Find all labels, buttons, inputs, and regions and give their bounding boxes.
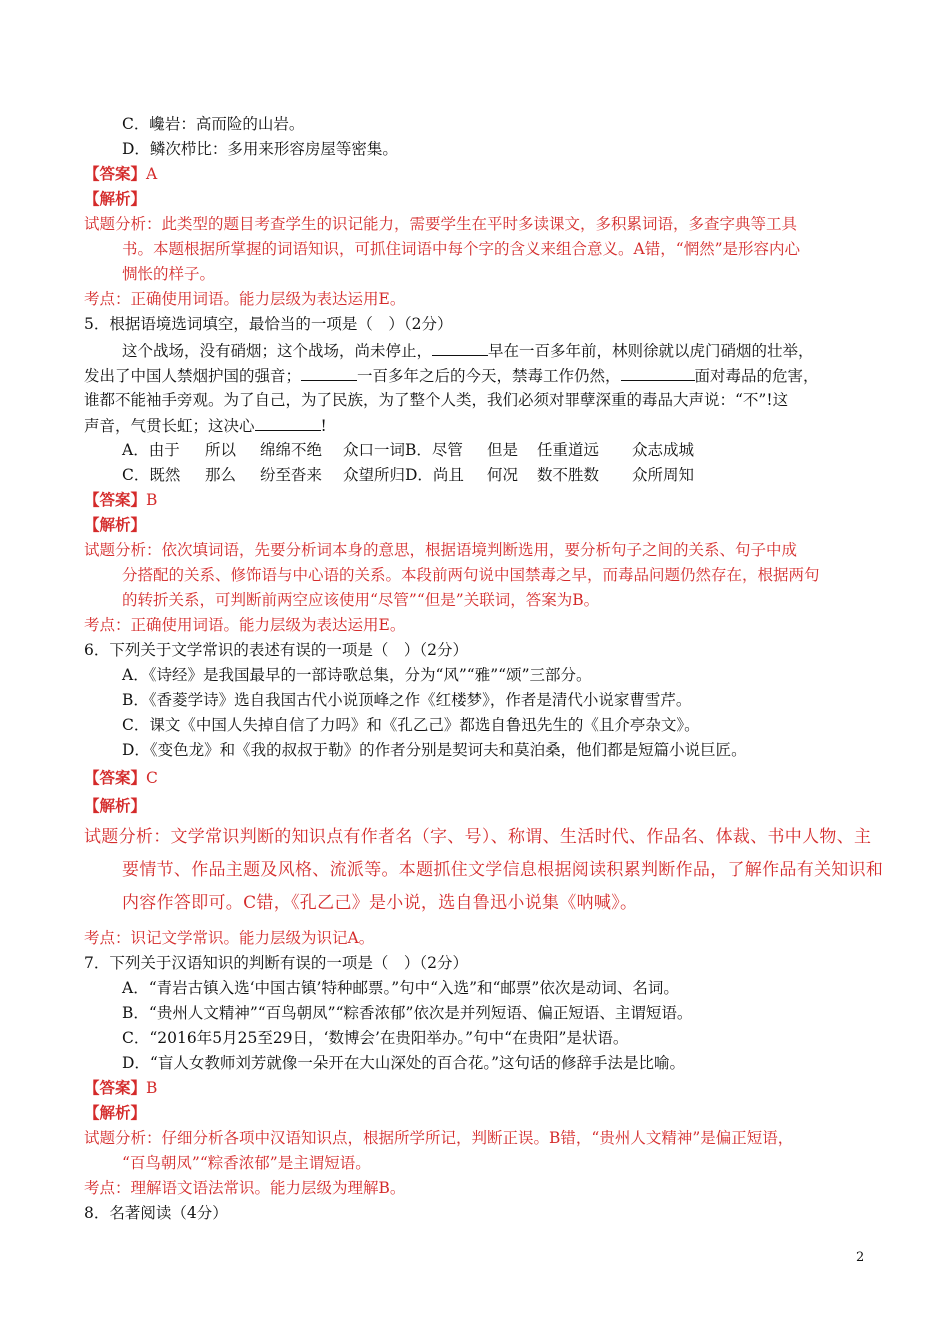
q7-answer [84, 1077, 157, 1099]
q8-stem: 8．名著阅读（4分） [84, 1204, 228, 1222]
passage-text: 发出了中国人禁烟护国的强音； [84, 367, 302, 385]
answer-value: B [146, 491, 158, 509]
q4-option-c: C．巉岩：高而险的山岩。 [122, 115, 305, 133]
q5-kaodian: 考点：正确使用词语。能力层级为表达运用E。 [84, 616, 406, 634]
q4-analysis-label: 【解析】 [84, 189, 147, 208]
blank-3 [621, 364, 695, 381]
option-d-word-4: 众所周知 [632, 466, 695, 484]
q7-kaodian: 考点：理解语文语法常识。能力层级为理解B。 [84, 1179, 406, 1197]
page-number: 2 [856, 1250, 865, 1265]
q4-analysis-line-2: 书。本题根据所掌握的词语知识，可抓住词语中每个字的含义来组合意义。A错，“惘然”是形容内心 [122, 240, 801, 258]
passage-text: 这个战场，没有硝烟；这个战场，尚未停止， [122, 342, 433, 360]
q6-stem: 6．下列关于文学常识的表述有误的一项是（ ）（2分） [84, 641, 468, 659]
passage-text: 早在一百多年前，林则徐就以虎门硝烟的壮举， [488, 342, 814, 360]
answer-label: 【答案】 [84, 768, 147, 787]
option-c-word-3: 纷至沓来 [260, 466, 323, 484]
option-a-word-3: 绵绵不绝 [260, 441, 323, 459]
q5-answer [84, 489, 157, 511]
answer-value: A [146, 165, 158, 183]
q5-options-ab [122, 439, 694, 461]
passage-text: 声音，气贯长虹；这决心 [84, 417, 255, 435]
q7-analysis-label: 【解析】 [84, 1103, 147, 1122]
answer-label: 【答案】 [84, 164, 147, 183]
q6-answer [84, 767, 158, 789]
q7-analysis-line-2: “百鸟朝凤”“粽香浓郁”是主谓短语。 [122, 1154, 371, 1172]
q7-option-d: D．“盲人女教师刘芳就像一朵开在大山深处的百合花。”这句话的修辞手法是比喻。 [122, 1054, 686, 1072]
q7-analysis-line-1: 试题分析：仔细分析各项中汉语知识点，根据所学所记，判断正误。B错，“贵州人文精神”是偏正短语， [84, 1129, 794, 1147]
q6-option-a: A．《诗经》是我国最早的一部诗歌总集，分为“风”“雅”“颂”三部分。 [122, 666, 592, 684]
blank-4 [255, 414, 321, 431]
option-c-word-2: 那么 [205, 466, 237, 484]
option-d-word-2: 何况 [487, 466, 519, 484]
option-b-word-2: 但是 [487, 441, 519, 459]
q5-passage-line-4 [84, 414, 327, 437]
q5-stem: 5．根据语境选词填空，最恰当的一项是（ ）（2分） [84, 315, 453, 333]
q5-passage-line-1 [122, 339, 814, 362]
option-d-word-3: 数不胜数 [537, 466, 600, 484]
q6-option-d: D．《变色龙》和《我的叔叔于勒》的作者分别是契诃夫和莫泊桑，他们都是短篇小说巨匠。 [122, 741, 747, 759]
option-a-word-4-b-word-1: 众口一词B．尽管 [343, 441, 463, 459]
answer-value: C [146, 769, 158, 787]
q4-option-d: D．鳞次栉比：多用来形容房屋等密集。 [122, 140, 398, 158]
passage-text: 一百多年之后的今天，禁毒工作仍然， [357, 367, 621, 385]
q5-options-cd [122, 464, 694, 486]
answer-value: B [146, 1079, 158, 1097]
q4-analysis-line-3: 惆怅的样子。 [122, 265, 216, 283]
passage-text: 面对毒品的危害， [694, 367, 819, 385]
option-b-word-4: 众志成城 [632, 441, 695, 459]
q5-analysis-label: 【解析】 [84, 515, 147, 534]
q4-kaodian: 考点：正确使用词语。能力层级为表达运用E。 [84, 290, 406, 308]
option-c-word-4-d-word-1: 众望所归D．尚且 [343, 466, 464, 484]
q6-kaodian: 考点：识记文学常识。能力层级为识记A。 [84, 929, 375, 947]
blank-2 [301, 364, 357, 381]
q5-analysis-line-3: 的转折关系，可判断前两空应该使用“尽管”“但是”关联词，答案为B。 [122, 591, 600, 609]
passage-text: ! [320, 417, 327, 435]
q4-answer [84, 163, 157, 185]
option-a-word-2: 所以 [205, 441, 237, 459]
option-a-word-1: A．由于 [122, 441, 180, 459]
q5-analysis-line-2: 分搭配的关系、修饰语与中心语的关系。本段前两句说中国禁毒之早，而毒品问题仍然存在，根据两句 [122, 566, 820, 584]
q6-analysis-label: 【解析】 [84, 796, 147, 815]
q4-analysis-line-1: 试题分析：此类型的题目考查学生的识记能力，需要学生在平时多读课文，多积累词语，多查字典等工具 [84, 215, 798, 233]
q7-stem: 7．下列关于汉语知识的判断有误的一项是（ ）（2分） [84, 954, 468, 972]
option-b-word-3: 任重道远 [537, 441, 600, 459]
q6-option-b: B．《香菱学诗》选自我国古代小说顶峰之作《红楼梦》，作者是清代小说家曹雪芹。 [122, 691, 692, 709]
q5-analysis-line-1: 试题分析：依次填词语，先要分析词本身的意思，根据语境判断选用，要分析句子之间的关系、句子中成 [84, 541, 798, 559]
option-c-word-1: C．既然 [122, 466, 181, 484]
q7-option-c: C．“2016年5月25至29日，‘数博会’在贵阳举办。”句中“在贵阳”是状语。 [122, 1029, 629, 1047]
q6-analysis-line-2: 要情节、作品主题及风格、流派等。本题抓住文学信息根据阅读积累判断作品，了解作品有关知识和 [122, 860, 884, 880]
q5-passage-line-2 [84, 364, 819, 387]
q7-option-a: A．“青岩古镇入选‘中国古镇’特种邮票。”句中“入选”和“邮票”依次是动词、名词。 [122, 979, 679, 997]
answer-label: 【答案】 [84, 490, 147, 509]
answer-label: 【答案】 [84, 1078, 147, 1097]
q6-option-c: C．课文《中国人失掉自信了力吗》和《孔乙己》都选自鲁迅先生的《且介亭杂文》。 [122, 716, 700, 734]
q7-option-b: B．“贵州人文精神”“百鸟朝凤”“粽香浓郁”依次是并列短语、偏正短语、主谓短语。 [122, 1004, 693, 1022]
q6-analysis-line-1: 试题分析：文学常识判断的知识点有作者名（字、号）、称谓、生活时代、作品名、体裁、书中人物、主 [84, 827, 872, 847]
q5-passage-line-3: 谁都不能袖手旁观。为了自己，为了民族，为了整个人类，我们必须对罪孽深重的毒品大声说：“不”!这 [84, 391, 789, 409]
q6-analysis-line-3: 内容作答即可。C错，《孔乙己》是小说，选自鲁迅小说集《呐喊》。 [122, 893, 638, 913]
blank-1 [432, 339, 488, 356]
